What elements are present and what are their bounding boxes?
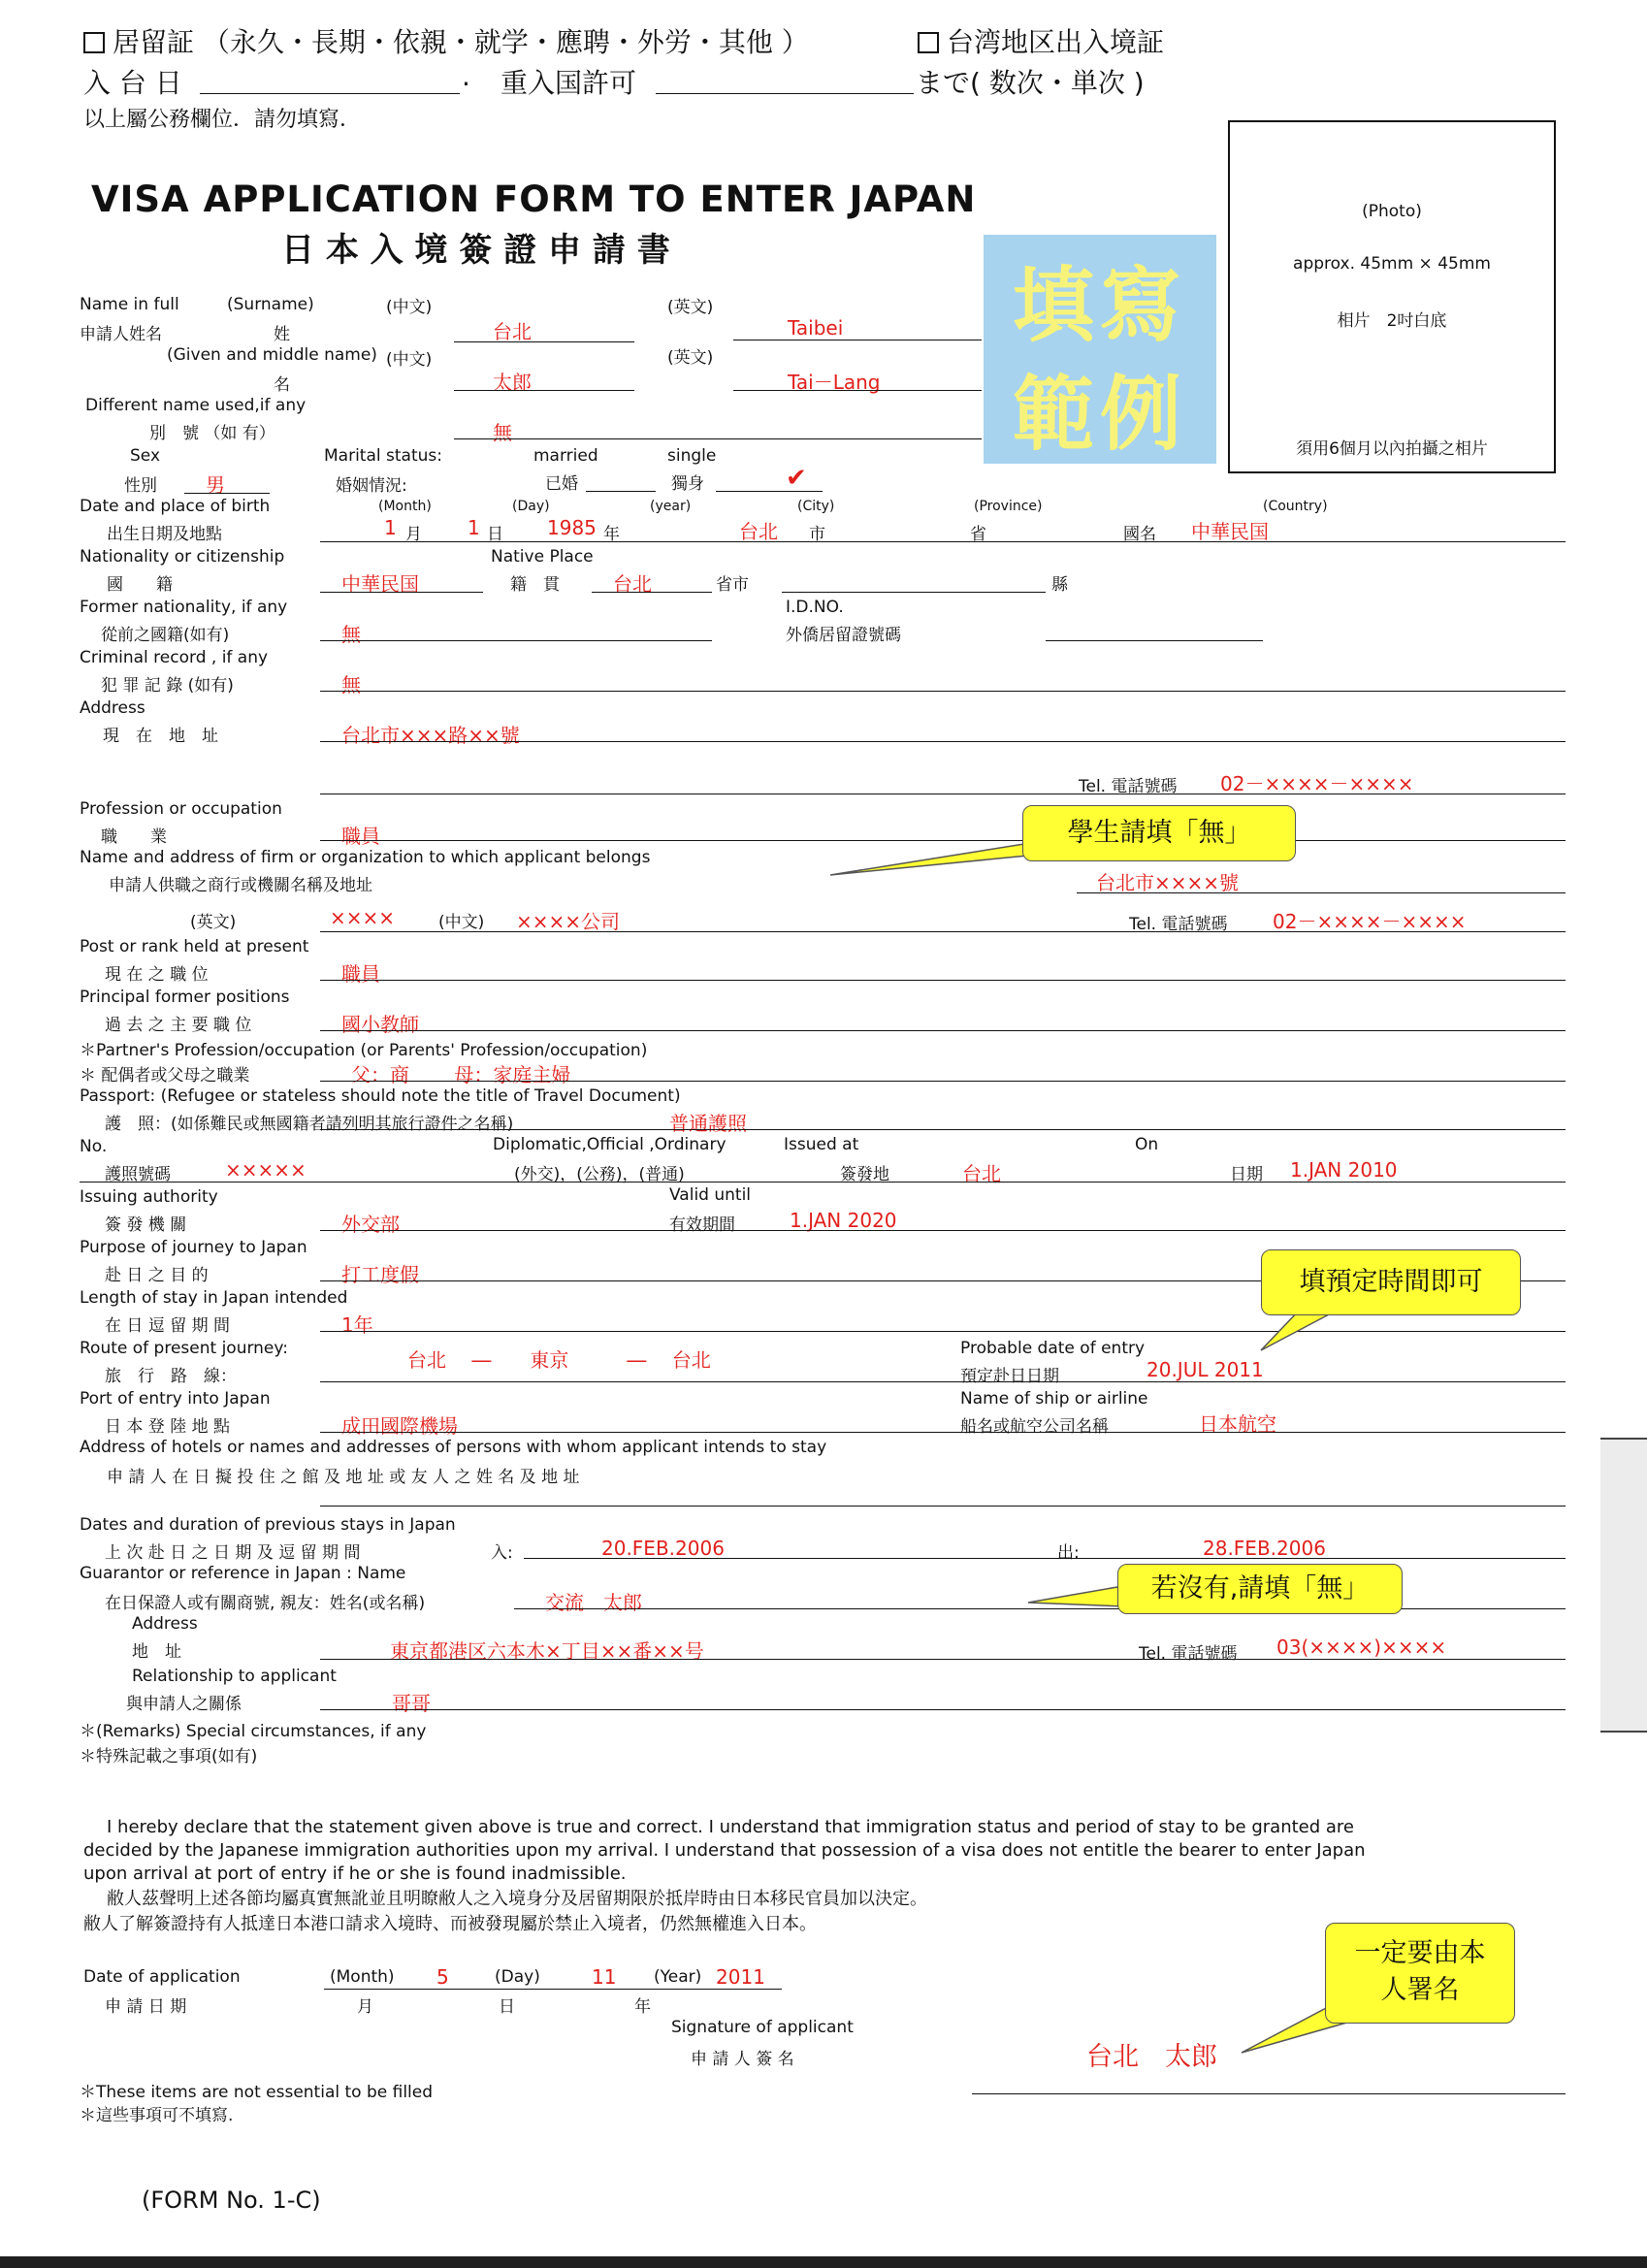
declaration-zh-2: 敝人了解簽證持有人抵達日本港口請求入境時、而被發現屬於禁止入境者，仍然無權進入日本。 [83,1914,817,1934]
dob-city-value[interactable]: 台北 [739,520,778,543]
prev-entry-value[interactable]: 20.FEB.2006 [601,1537,725,1560]
length-of-stay-value[interactable]: 1年 [341,1313,373,1337]
passport-issued-at-value[interactable]: 台北 [962,1162,1001,1185]
given-zh-value[interactable]: 太郎 [493,371,532,394]
form-title-en: VISA APPLICATION FORM TO ENTER JAPAN [91,178,977,220]
guarantor-name-value[interactable]: 交流 太郎 [545,1591,642,1614]
declaration-en-3: upon arrival at port of entry if he or she is found inadmissible. [83,1863,627,1884]
student-callout: 學生請填「無」 [1022,805,1296,861]
given-en-value[interactable]: Tai－Lang [788,371,881,394]
profession-value[interactable]: 職員 [341,825,380,848]
route-value[interactable]: 台北 ― 東京 ― 台北 [407,1348,711,1372]
firm-address-value[interactable]: 台北市××××號 [1096,871,1240,894]
scan-edge [1600,1438,1647,1731]
none-callout-pointer [1028,1587,1125,1606]
dob-year-value[interactable]: 1985 [547,516,597,539]
surname-zh-value[interactable]: 台北 [493,320,532,343]
principal-positions-value[interactable]: 國小教師 [341,1013,419,1036]
reentry-permit-label: 重入国許可 [501,67,637,99]
photo-note: 相片 2吋白底 [1337,311,1447,331]
sex-value[interactable]: 男 [206,473,225,497]
student-callout-pointer [830,844,1048,875]
residence-checkbox-label: 居留証 （永久・長期・依親・就学・應聘・外労・其他 ） [83,21,809,60]
alias-value[interactable]: 無 [493,421,512,444]
declaration-en-2: decided by the Japanese immigration authorities upon my arrival. I understand that possession of a visa does not entitle the bearer to enter Japan [83,1840,1366,1861]
partner-profession-value[interactable]: 父：商 母：家庭主婦 [351,1063,571,1086]
reentry-checkbox-label: 台湾地区出入境証 [918,21,1164,60]
sample-stamp: 填寫 範例 [984,235,1216,464]
sign-callout: 一定要由本人署名 [1325,1923,1515,2024]
relationship-value[interactable]: 哥哥 [392,1692,431,1715]
application-month-value[interactable]: 5 [436,1965,449,1989]
made-label: まで( 数次・単次 ) [916,67,1145,99]
guarantor-address-value[interactable]: 東京都港区六本木×丁目××番××号 [390,1639,704,1663]
dob-month-value[interactable]: 1 [384,516,397,539]
passport-type-value[interactable]: 普通護照 [669,1112,747,1135]
photo-requirement: 須用6個月以內拍攝之相片 [1296,439,1488,459]
former-nationality-value[interactable]: 無 [341,623,361,646]
application-year-value[interactable]: 2011 [716,1965,765,1989]
dob-country-value[interactable]: 中華民国 [1191,520,1269,543]
photo-label: (Photo) [1362,202,1422,221]
single-checkmark[interactable]: ✔ [786,464,807,493]
form-title-zh: 日 本 入 境 簽 證 申 請 書 [281,231,670,270]
firm-tel-value[interactable]: 02－××××－×××× [1273,910,1467,933]
declaration-en-1: I hereby declare that the statement given above is true and correct. I understand that immigration status and period of stay to be granted are [107,1817,1354,1837]
guarantor-tel-value[interactable]: 03(××××)×××× [1276,1636,1447,1659]
official-note: 以上屬公務欄位．請勿填寫． [83,108,362,132]
port-of-entry-value[interactable]: 成田國際機場 [341,1414,458,1438]
entry-date-label: 入 台 日 [83,67,182,99]
scan-bottom-edge [0,2256,1647,2268]
address-value[interactable]: 台北市×××路××號 [341,724,520,747]
schedule-callout-pointer [1261,1310,1331,1350]
application-day-value[interactable]: 11 [592,1965,617,1989]
airline-value[interactable]: 日本航空 [1199,1412,1276,1436]
dob-day-value[interactable]: 1 [468,516,480,539]
post-value[interactable]: 職員 [341,962,380,986]
prev-exit-value[interactable]: 28.FEB.2006 [1203,1537,1326,1560]
photo-size: approx. 45mm × 45mm [1293,254,1491,274]
entry-date-value[interactable]: 20.JUL 2011 [1146,1358,1264,1381]
native-place-value[interactable]: 台北 [613,572,652,596]
declaration-zh-1: 敝人茲聲明上述各節均屬真實無訛並且明瞭敝人之入境身分及居留期限於抵岸時由日本移民官員加以決定。 [107,1889,927,1909]
signature-value[interactable]: 台北 太郎 [1086,2042,1217,2072]
schedule-callout: 填預定時間即可 [1261,1249,1521,1315]
passport-issue-date-value[interactable]: 1.JAN 2010 [1290,1158,1398,1182]
firm-en-value[interactable]: ×××× [330,906,396,929]
surname-en-value[interactable]: Taibei [788,316,844,340]
valid-until-value[interactable]: 1.JAN 2020 [790,1209,897,1232]
none-callout: 若沒有,請填「無」 [1117,1564,1403,1614]
purpose-value[interactable]: 打工度假 [341,1263,419,1286]
issuing-authority-value[interactable]: 外交部 [341,1213,400,1236]
criminal-record-value[interactable]: 無 [341,673,361,697]
firm-zh-value[interactable]: ××××公司 [516,910,621,933]
form-number: (FORM No. 1-C) [142,2187,321,2214]
nationality-value[interactable]: 中華民国 [341,572,419,596]
passport-number-value[interactable]: ××××× [225,1158,307,1182]
address-tel-value[interactable]: 02－××××－×××× [1220,772,1414,795]
